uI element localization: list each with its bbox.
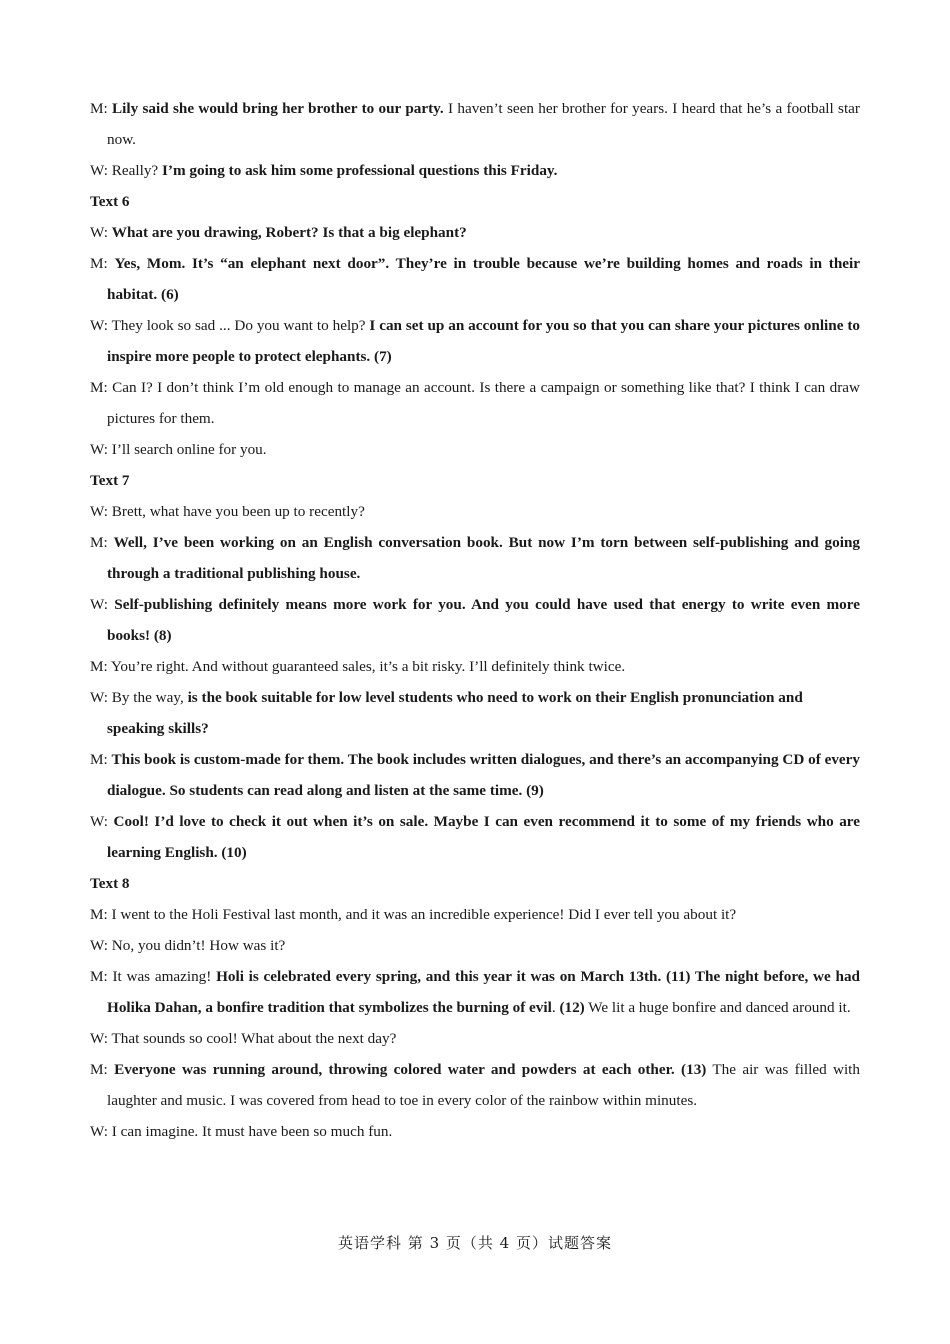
dialogue-text: W: <box>90 596 115 613</box>
dialogue-text: M: Can I? I don’t think I’m old enough to manage an account. Is there a campaign or something like that? I think I can draw pictures for them. <box>90 379 860 427</box>
dialogue-text: M: <box>90 1061 115 1078</box>
dialogue-line <box>90 682 860 713</box>
page-footer: 英语学科 第 3 页（共 4 页）试题答案 <box>338 1234 612 1252</box>
dialogue-line <box>90 1116 860 1147</box>
answer-key-text: What are you drawing, Robert? Is that a big elephant? <box>111 224 467 241</box>
answer-key-text: (12) <box>559 999 585 1016</box>
dialogue-text: W: Brett, what have you been up to recently? <box>90 503 365 520</box>
dialogue-line <box>90 651 860 682</box>
answer-key-text: I can set up an account for you so that you can share your pictures online to inspire more people to protect elephants. (7) <box>107 317 860 365</box>
answer-key-text: Yes, Mom. It’s “an elephant next door”. They’re in trouble because we’re building homes and roads in their habitat. (6) <box>107 255 860 303</box>
answer-key-text: I’m going to ask him some professional questions this Friday. <box>161 162 558 179</box>
dialogue-text: W: I’ll search online for you. <box>90 441 267 458</box>
answer-key-text: Holi is celebrated every spring, and this year it was on March 13th. (11) The night before, we had Holika Dahan, a bonfire tradition that symbolizes the burning of evil <box>107 968 860 1016</box>
dialogue-line <box>90 434 860 465</box>
dialogue-line <box>90 899 860 930</box>
dialogue-text: W: They look so sad ... Do you want to help? <box>90 317 370 334</box>
dialogue-line <box>90 310 860 372</box>
dialogue-text: M: You’re right. And without guaranteed sales, it’s a bit risky. I’ll definitely think twice. <box>90 658 626 675</box>
dialogue-line <box>90 217 860 248</box>
dialogue-line <box>90 1023 860 1054</box>
transcript-body <box>90 93 860 1147</box>
dialogue-line <box>90 372 860 434</box>
answer-key-text: Cool! I’d love to check it out when it’s on sale. Maybe I can even recommend it to some of my friends who are learning English. (10) <box>107 813 860 861</box>
dialogue-text: W: That sounds so cool! What about the next day? <box>90 1030 397 1047</box>
dialogue-text: The air was filled with laughter and music. I was covered from head to toe in every color of the rainbow within minutes. <box>107 1061 860 1109</box>
dialogue-text: M: <box>90 534 114 551</box>
dialogue-line <box>90 527 860 589</box>
answer-key-text: speaking skills? <box>107 720 209 737</box>
dialogue-line <box>90 589 860 651</box>
dialogue-text: W: I can imagine. It must have been so much fun. <box>90 1123 393 1140</box>
dialogue-line <box>90 248 860 310</box>
answer-key-text: Everyone was running around, throwing colored water and powders at each other. (13) <box>114 1061 707 1078</box>
section-heading <box>90 465 860 496</box>
section-heading <box>90 186 860 217</box>
answer-key-text: Lily said she would bring her brother to our party. <box>112 100 444 117</box>
answer-key-text: Well, I’ve been working on an English conversation book. But now I’m torn between self-publishing and going through a traditional publishing house. <box>107 534 860 582</box>
dialogue-text: W: By the way, <box>90 689 188 706</box>
dialogue-text: We lit a huge bonfire and danced around it. <box>584 999 851 1016</box>
answer-key-text: This book is custom-made for them. The book includes written dialogues, and there’s an accompanying CD of every dialogue. So students can read along and listen at the same time. (9) <box>107 751 860 799</box>
dialogue-text: M: I went to the Holi Festival last month, and it was an incredible experience! Did I ever tell you about it? <box>90 906 737 923</box>
dialogue-text: M: <box>90 255 115 272</box>
dialogue-text: W: No, you didn’t! How was it? <box>90 937 286 954</box>
dialogue-text: W: Really? <box>90 162 162 179</box>
answer-key-text: Text 6 <box>90 193 130 210</box>
dialogue-line <box>90 93 860 155</box>
dialogue-line <box>90 744 860 806</box>
answer-key-text: Text 8 <box>90 875 130 892</box>
dialogue-text: M: <box>90 751 112 768</box>
dialogue-line <box>90 1054 860 1116</box>
dialogue-line <box>90 930 860 961</box>
answer-key-text: Self-publishing definitely means more work for you. And you could have used that energy to write even more books! (8) <box>107 596 860 644</box>
dialogue-text: W: <box>90 224 112 241</box>
answer-key-text: Text 7 <box>90 472 130 489</box>
dialogue-line <box>90 496 860 527</box>
dialogue-text: M: It was amazing! <box>90 968 217 985</box>
dialogue-text: . <box>551 999 560 1016</box>
answer-key-text: is the book suitable for low level students who need to work on their English pronunciation and <box>187 689 803 706</box>
section-heading <box>90 868 860 899</box>
dialogue-line <box>90 961 860 1023</box>
dialogue-text: W: <box>90 813 114 830</box>
dialogue-text: I haven’t seen her brother for years. I heard that he’s a football star now. <box>107 100 860 148</box>
dialogue-text: M: <box>90 100 113 117</box>
dialogue-line <box>90 155 860 186</box>
dialogue-line <box>90 806 860 868</box>
dialogue-line <box>90 713 860 744</box>
